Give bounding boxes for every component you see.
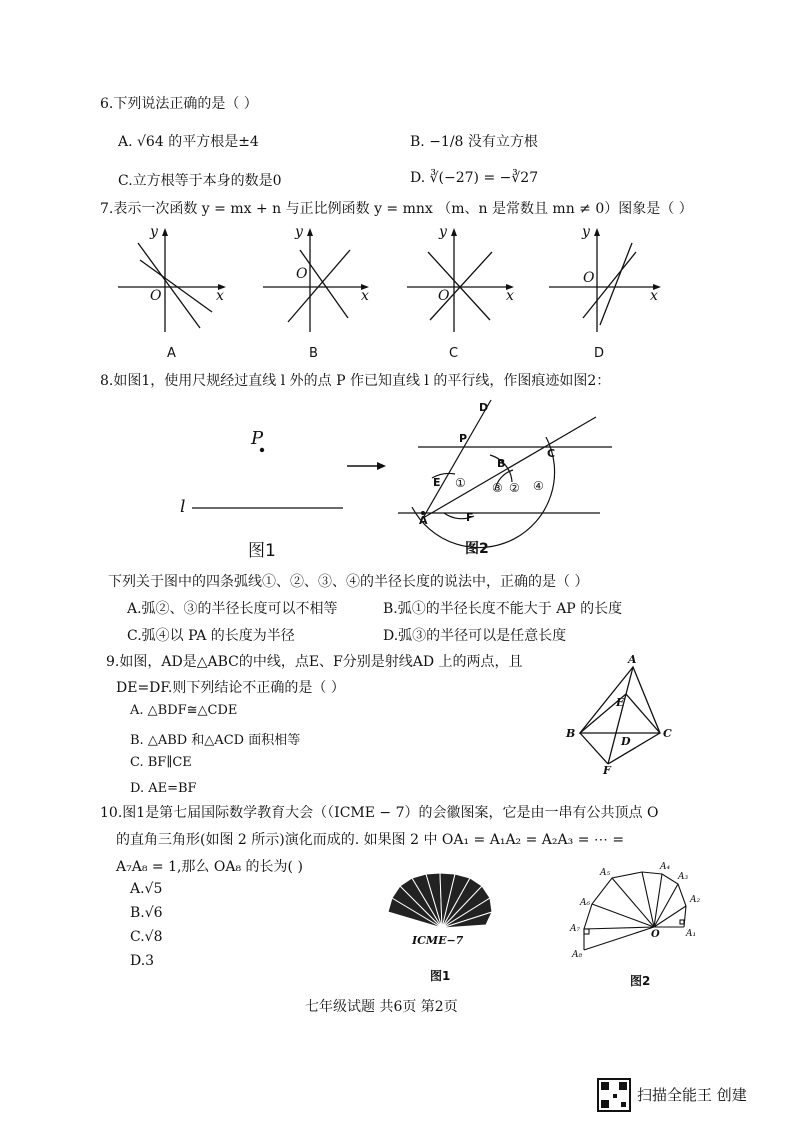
q10-stem: 10.图1是第七届国际数学教育大会（（ICME − 7）的会徽图案，它是由一串有公共顶点 O: [100, 805, 659, 821]
q8-option-c: C.弧④以 PA 的长度为半径: [127, 628, 295, 644]
q7-label-d: D: [594, 346, 605, 361]
q10-label-a3: A₃: [678, 872, 689, 882]
q10-option-a: A.√5: [130, 881, 163, 897]
q8-prompt: 下列关于图中的四条弧线①、②、③、④的半径长度的说法中，正确的是（ ）: [108, 574, 589, 590]
q8-fig2-label-e: E: [433, 476, 441, 489]
q7b-y-label: y: [295, 224, 303, 240]
q10-label-a7: A₇: [570, 924, 581, 934]
q10-option-b: B.√6: [130, 905, 163, 921]
q10-stem-3: A₇A₈ = 1,那么 OA₈ 的长为( ): [116, 859, 303, 875]
icme-logo-text: ICME−7: [412, 934, 464, 947]
q8-fig1-point-p: P: [251, 428, 264, 449]
q7a-y-label: y: [150, 224, 158, 240]
q10-fig2-spiral: [584, 872, 689, 950]
q9-option-d: D. AE=BF: [130, 781, 197, 796]
q9-option-c: C. BF∥CE: [130, 755, 192, 770]
q9-stem: 9.如图，AD是△ABC的中线，点E、F分别是射线AD 上的两点，且: [106, 654, 523, 670]
q6-option-c: C.立方根等于本身的数是0: [118, 173, 282, 189]
q8-fig2-caption: 图2: [465, 541, 489, 557]
q7b-x-label: x: [361, 288, 369, 304]
q7c-y-label: y: [439, 224, 447, 240]
q10-label-a6: A₆: [580, 898, 591, 908]
q7-stem: 7.表示一次函数 y = mx + n 与正比例函数 y = mnx （m、n 是常数且 mn ≠ 0）图象是（ ）: [100, 201, 693, 217]
q8-fig2-mark-2: ②: [509, 481, 520, 495]
q9-label-c: C: [663, 727, 672, 740]
q7-label-a: A: [167, 346, 176, 361]
q7-label-b: B: [309, 346, 318, 361]
q10-stem-2: 的直角三角形(如图 2 所示)演化而成的. 如果图 2 中 OA₁ = A₁A₂ = A₂A₃ = ⋯ =: [116, 832, 625, 848]
q8-option-b: B.弧①的半径长度不能大于 AP 的长度: [383, 601, 623, 617]
q9-stem-2: DE=DF.则下列结论不正确的是（ ）: [116, 680, 345, 696]
q7d-origin: O: [583, 270, 595, 286]
q7a-x-label: x: [216, 288, 224, 304]
icme-logo: [388, 873, 492, 928]
q6-option-d: D. ∛(−27) = −∛27: [410, 170, 539, 186]
q10-label-a8: A₈: [572, 950, 583, 960]
q10-label-a1: A₁: [686, 929, 697, 939]
q7-label-c: C: [449, 346, 459, 361]
q8-fig1-caption: 图1: [248, 541, 276, 561]
q8-stem: 8.如图1，使用尺规经过直线 l 外的点 P 作已知直线 l 的平行线，作图痕迹如图2：: [100, 373, 611, 389]
scanner-watermark: 扫描全能王 创建: [637, 1086, 747, 1104]
q10-option-d: D.3: [130, 953, 155, 969]
q9-option-a: A. △BDF≅△CDE: [130, 703, 238, 718]
q8-fig2-label-f: F: [466, 511, 474, 524]
q6-option-b: B. −1/8 没有立方根: [410, 134, 538, 150]
qr-code-icon: [597, 1078, 631, 1112]
q8-fig2-mark-4: ④: [533, 479, 544, 493]
q8-fig2-label-b: B: [497, 457, 506, 470]
q8-fig2-label-a: A: [419, 514, 428, 527]
q10-fig1-caption: 图1: [430, 969, 451, 983]
q9-label-d: D: [621, 735, 631, 748]
q8-fig2-mark-1: ①: [455, 476, 466, 490]
q10-label-a5: A₅: [600, 868, 611, 878]
q7d-y-label: y: [582, 224, 590, 240]
q10-fig2-caption: 图2: [630, 974, 651, 988]
q7c-origin: O: [438, 288, 450, 304]
q6-option-a: A. √64 的平方根是±4: [118, 134, 259, 150]
q8-option-a: A.弧②、③的半径长度可以不相等: [127, 601, 338, 617]
q9-label-b: B: [566, 727, 576, 740]
q10-label-a4: A₄: [660, 862, 671, 872]
q8-fig2-label-p: P: [459, 432, 468, 445]
page-footer: 七年级试题 共6页 第2页: [305, 999, 458, 1015]
q8-option-d: D.弧③的半径可以是任意长度: [383, 628, 567, 644]
q8-fig2-mark-3: ③: [492, 481, 503, 495]
q9-label-e: E: [616, 696, 625, 709]
q10-label-o: O: [651, 929, 660, 940]
q8-fig1-line-l: l: [180, 497, 186, 517]
q6-stem: 6.下列说法正确的是（ ）: [100, 96, 258, 112]
q7d-x-label: x: [650, 288, 658, 304]
q8-fig2-label-d: D: [479, 401, 489, 414]
q10-label-a2: A₂: [690, 895, 701, 905]
q9-label-a: A: [628, 653, 637, 666]
q7a-origin: O: [150, 288, 162, 304]
q7b-origin: O: [296, 266, 308, 282]
q9-option-b: B. △ABD 和△ACD 面积相等: [130, 733, 301, 748]
q9-label-f: F: [603, 764, 611, 777]
q7c-x-label: x: [506, 288, 514, 304]
q8-fig2-label-c: C: [547, 447, 556, 460]
q10-option-c: C.√8: [130, 929, 163, 945]
